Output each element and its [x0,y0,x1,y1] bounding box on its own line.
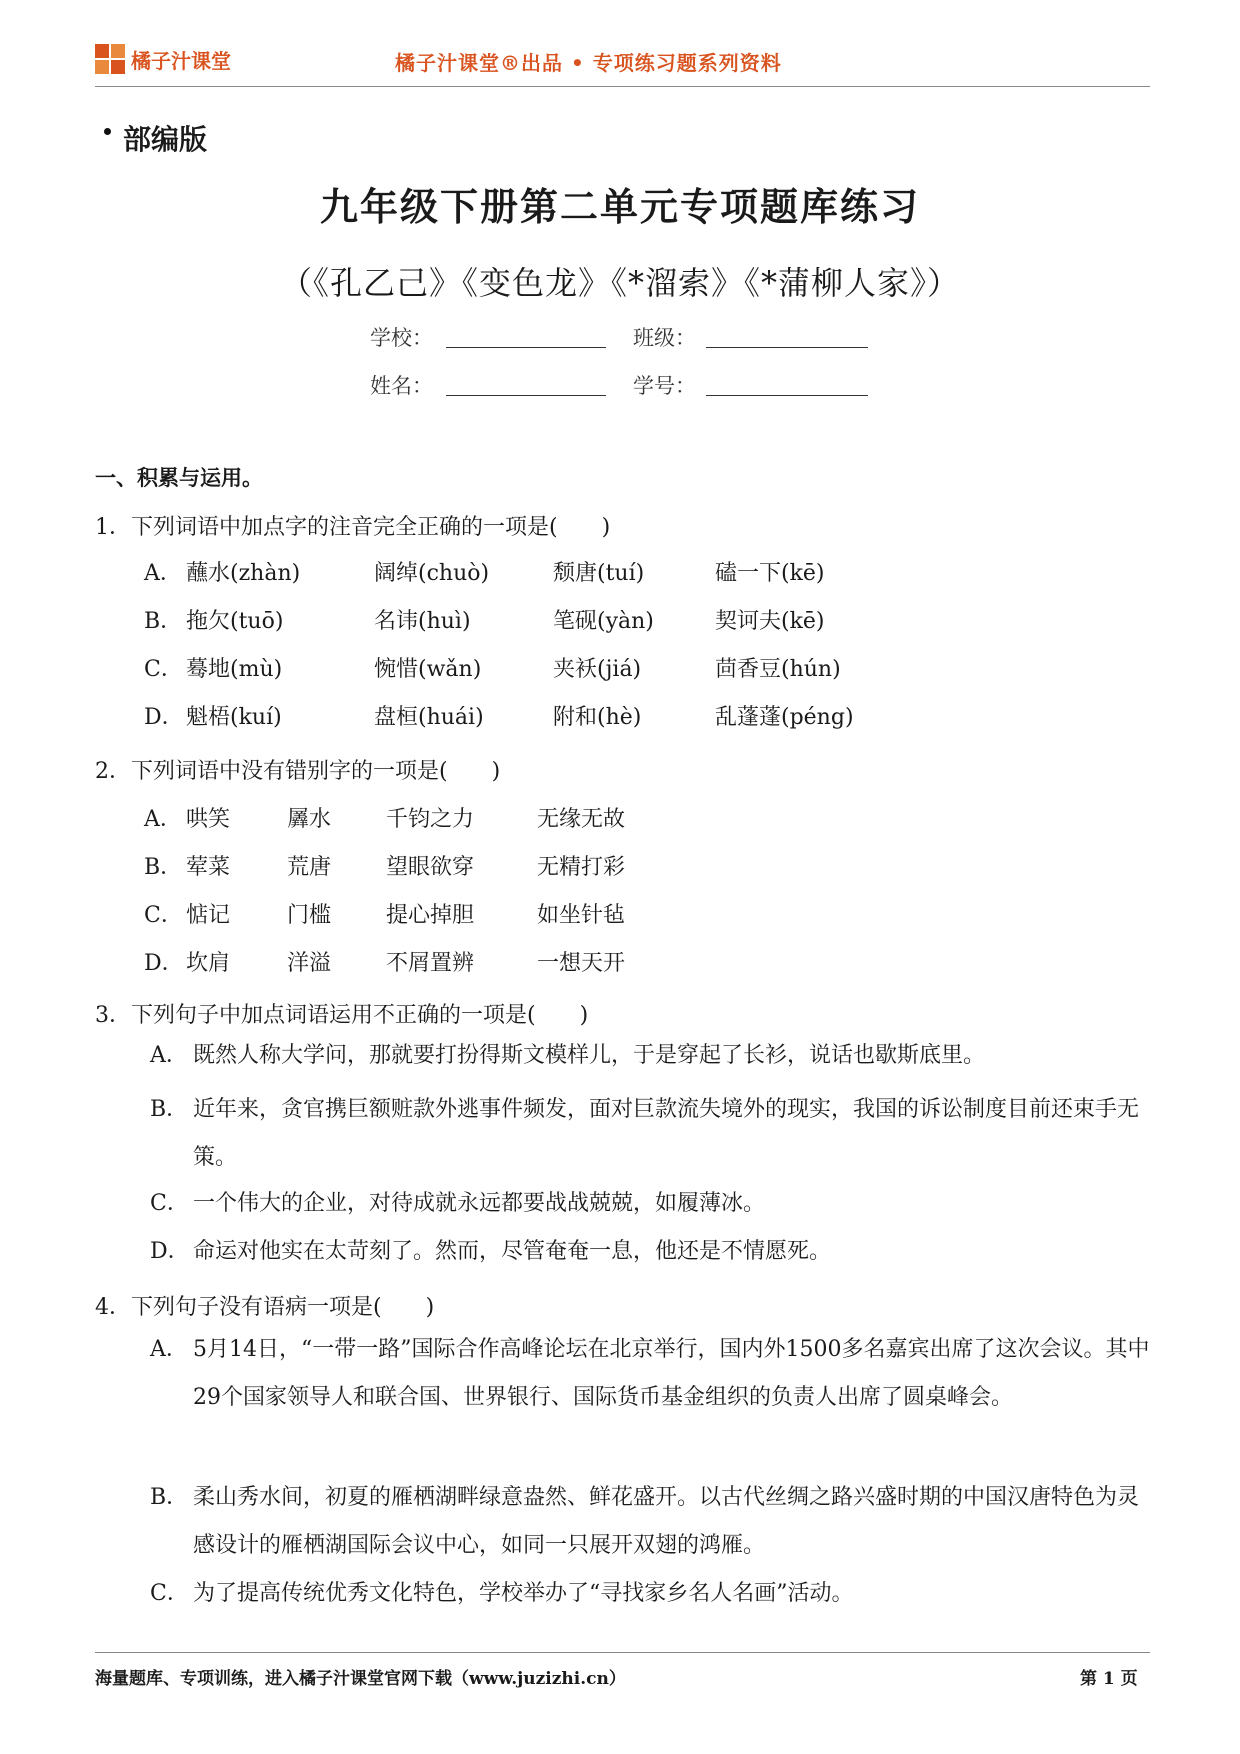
q2-d-item: 不屑置辨 [386,951,475,976]
name-blank[interactable] [446,395,606,396]
q2-c-item: 门槛 [287,903,332,928]
edition-text: 部编版 [123,123,208,156]
class-label: 班级： [633,326,696,350]
q1-a-item: 蘸水(zhàn) [186,561,301,586]
q3-option-d-text: 命运对他实在太苛刻了。然而，尽管奄奄一息，他还是不情愿死。 [193,1239,832,1264]
q1-b-item: 契诃夫(kē) [715,609,825,634]
school-field [370,322,433,352]
question-2-stem: 2．下列词语中没有错别字的一项是( ) [95,759,501,784]
question-4-stem: 4．下列句子没有语病一项是( ) [95,1295,435,1320]
q3-option-b [150,1086,1150,1182]
page-title: 九年级下册第二单元专项题库练习 [319,184,920,229]
q3-option-a-label: A． [150,1043,188,1068]
q2-b-item: 无精打彩 [537,855,626,880]
q1-a-item: 磕一下(kē) [715,561,825,586]
q3-option-d-label: D． [150,1239,190,1264]
q3-option-b-label: B． [150,1097,189,1122]
edition-label [104,118,207,158]
q1-c-item: 惋惜(wǎn) [374,657,482,682]
footer-note: 海量题库、专项训练，进入橘子汁课堂官网下载（www.juzizhi.cn） [95,1669,626,1689]
name-label: 姓名： [370,374,433,398]
q2-b-item: 荒唐 [287,855,332,880]
q3-option-a-text: 既然人称大学问，那就要打扮得斯文模样儿，于是穿起了长衫，说话也歇斯底里。 [193,1043,986,1068]
q1-c-item: 夹袄(jiá) [553,657,642,682]
bullet-icon [104,128,111,135]
logo-text: 橘子汁课堂 [131,48,231,73]
logo-squares-icon [95,44,125,74]
page-number: 第 1 页 [1080,1669,1138,1689]
brand-logo [95,44,231,74]
school-blank[interactable] [446,347,606,348]
q1-c-item: 蓦地(mù) [186,657,283,682]
q1-d-item: 盘桓(huái) [374,705,484,730]
q1-a-item: 阔绰(chuò) [374,561,490,586]
q4-option-b [150,1474,1150,1570]
q4-option-c-text: 为了提高传统优秀文化特色，学校举办了“寻找家乡名人名画”活动。 [193,1581,854,1606]
q2-a-item: 千钧之力 [386,807,475,832]
q1-b-item: 笔砚(yàn) [553,609,654,634]
number-blank[interactable] [706,395,868,396]
q1-c-item: 茴香豆(hún) [715,657,841,682]
q2-c-item: 如坐针毡 [537,903,626,928]
q2-c-item: 提心掉胆 [386,903,475,928]
q3-option-c [150,1180,1150,1228]
number-field [633,370,696,400]
q2-d-item: 洋溢 [287,951,332,976]
q1-d-item: 乱蓬蓬(péng) [715,705,854,730]
q1-a-item: 颓唐(tuí) [553,561,645,586]
q3-option-c-text: 一个伟大的企业，对待成就永远都要战战兢兢，如履薄冰。 [193,1191,766,1216]
q1-b-item: 拖欠(tuō) [186,609,284,634]
q4-option-b-label: B． [150,1485,189,1510]
q2-c-item: 惦记 [186,903,231,928]
header-divider [95,86,1150,87]
q1-d-item: 附和(hè) [553,705,642,730]
q2-option-c-label: C． [144,903,183,928]
class-field [633,322,696,352]
q1-option-c-label: C． [144,657,183,682]
q2-option-d-label: D． [144,951,184,976]
q4-option-a-text: 5月14日，“一带一路”国际合作高峰论坛在北京举行，国内外1500多名嘉宾出席了这次会议。其中29个国家领导人和联合国、世界银行、国际货币基金组织的负责人出席了圆桌峰会。 [193,1337,1150,1410]
q4-option-c-label: C． [150,1581,189,1606]
q1-b-item: 名讳(huì) [374,609,471,634]
q2-d-item: 坎肩 [186,951,231,976]
section-heading: 一、积累与运用。 [95,465,263,490]
q2-a-item: 哄笑 [186,807,231,832]
question-3-stem: 3．下列句子中加点词语运用不正确的一项是( ) [95,1003,589,1028]
q2-option-a-label: A． [144,807,182,832]
q2-b-item: 望眼欲穿 [386,855,475,880]
q2-b-item: 荤菜 [186,855,231,880]
q3-option-a [150,1032,1150,1080]
q1-option-a-label: A． [144,561,182,586]
number-label: 学号： [633,374,696,398]
page-subtitle: （《孔乙己》《变色龙》《*溜索》《*蒲柳人家》） [279,264,960,302]
q4-option-c [150,1570,1150,1618]
q1-d-item: 魁梧(kuí) [186,705,282,730]
q2-a-item: 羼水 [287,807,332,832]
q4-option-a [150,1326,1150,1422]
school-label: 学校： [370,326,433,350]
question-1-stem: 1．下列词语中加点字的注音完全正确的一项是( ) [95,515,611,540]
q1-option-b-label: B． [144,609,183,634]
header-title: 橘子汁课堂®出品 • 专项练习题系列资料 [395,51,782,75]
q4-option-b-text: 柔山秀水间，初夏的雁栖湖畔绿意盎然、鲜花盛开。以古代丝绸之路兴盛时期的中国汉唐特色为灵感设计的雁栖湖国际会议中心，如同一只展开双翅的鸿雁。 [193,1485,1140,1558]
name-field [370,370,433,400]
footer-divider [95,1652,1150,1653]
q3-option-d [150,1228,1150,1276]
q3-option-c-label: C． [150,1191,189,1216]
q2-d-item: 一想天开 [537,951,626,976]
q2-option-b-label: B． [144,855,183,880]
q1-option-d-label: D． [144,705,184,730]
class-blank[interactable] [706,347,868,348]
q4-option-a-label: A． [150,1337,188,1362]
q2-a-item: 无缘无故 [537,807,626,832]
q3-option-b-text: 近年来，贪官携巨额赃款外逃事件频发，面对巨款流失境外的现实，我国的诉讼制度目前还束手无策。 [193,1097,1140,1170]
